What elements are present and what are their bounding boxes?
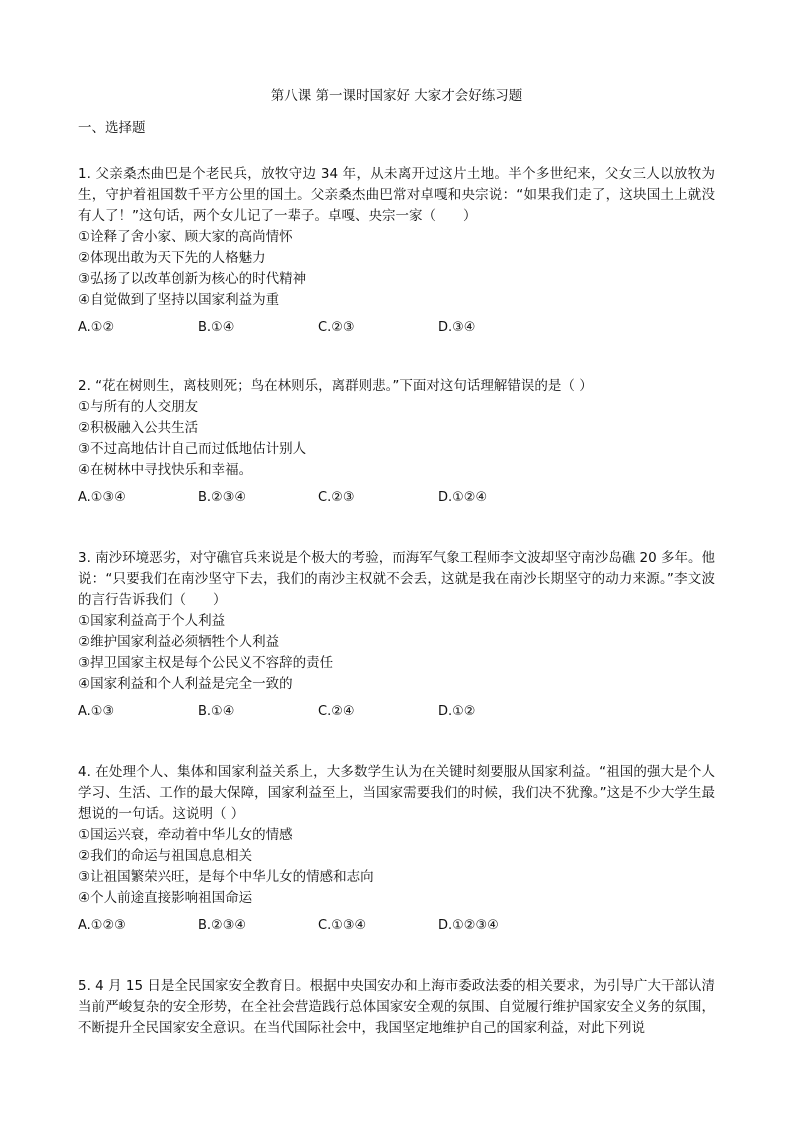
- question-2: [78, 376, 715, 508]
- question-stem: 2. “花在树则生，离枝则死；鸟在林则乐，离群则悲。”下面对这句话理解错误的是（ ）: [78, 378, 593, 394]
- choice-d[interactable]: D.①②③④: [438, 918, 499, 933]
- statement-option: ②我们的命运与祖国息息相关: [78, 848, 253, 864]
- statement-option: ③不过高地估计自己而过低地估计别人: [78, 441, 307, 457]
- answer-choices: [78, 915, 715, 936]
- choice-c[interactable]: C.①③④: [318, 918, 367, 933]
- question-stem: 4. 在处理个人、集体和国家利益关系上，大多数学生认为在关键时刻要服从国家利益。“祖国的强大是个人学习、生活、工作的最大保障，国家利益至上，当国家需要我们的时候，我们决不犹豫。”这是不少大学生最想说的一句话。这说明（ ）: [78, 764, 715, 822]
- statement-option: ④在树林中寻找快乐和幸福。: [78, 462, 253, 478]
- answer-choices: [78, 701, 715, 722]
- question-stem: 1. 父亲桑杰曲巴是个老民兵，放牧守边 34 年，从未离开过这片土地。半个多世纪来，父女三人以放牧为生，守护着祖国数千平方公里的国土。父亲桑杰曲巴常对卓嘎和央宗说：“如果我们走了，这块国土上就没有人了！”这句话，两个女儿记了一辈子。卓嘎、央宗一家（ ）: [78, 166, 715, 224]
- statement-option: ②积极融入公共生活: [78, 420, 199, 436]
- statement-option: ④国家利益和个人利益是完全一致的: [78, 676, 293, 692]
- question-3: [78, 548, 715, 722]
- answer-choices: [78, 317, 715, 338]
- choice-b[interactable]: B.①④: [198, 704, 235, 719]
- choice-a[interactable]: A.①③④: [78, 490, 126, 505]
- choice-d[interactable]: D.①②: [438, 704, 476, 719]
- question-1: [78, 164, 715, 338]
- statement-option: ①国运兴衰，牵动着中华儿女的情感: [78, 827, 293, 843]
- choice-c[interactable]: C.②④: [318, 704, 355, 719]
- statement-option: ②维护国家利益必须牺牲个人利益: [78, 634, 280, 650]
- choice-c[interactable]: C.②③: [318, 320, 355, 335]
- choice-d[interactable]: D.①②④: [438, 490, 488, 505]
- question-5: [78, 976, 715, 1039]
- choice-d[interactable]: D.③④: [438, 320, 476, 335]
- statement-option: ①与所有的人交朋友: [78, 399, 199, 415]
- document-title: 第八课 第一课时国家好 大家才会好练习题: [270, 88, 523, 104]
- choice-a[interactable]: A.①②: [78, 320, 115, 335]
- statement-option: ③弘扬了以改革创新为核心的时代精神: [78, 271, 307, 287]
- statement-option: ①诠释了舍小家、顾大家的高尚情怀: [78, 229, 293, 245]
- answer-choices: [78, 487, 715, 508]
- choice-b[interactable]: B.②③④: [198, 918, 247, 933]
- question-stem: 3. 南沙环境恶劣，对守礁官兵来说是个极大的考验，而海军气象工程师李文波却坚守南沙岛礁 20 多年。他说：“只要我们在南沙坚守下去，我们的南沙主权就不会丢，这就是我在南沙长期坚守的动力来源。”李文波的言行告诉我们（ ）: [78, 550, 715, 608]
- statement-option: ②体现出敢为天下先的人格魅力: [78, 250, 266, 266]
- choice-a[interactable]: A.①③: [78, 704, 115, 719]
- statement-option: ①国家利益高于个人利益: [78, 613, 226, 629]
- statement-option: ③让祖国繁荣兴旺，是每个中华儿女的情感和志向: [78, 869, 374, 885]
- choice-c[interactable]: C.②③: [318, 490, 355, 505]
- statement-option: ④自觉做到了坚持以国家利益为重: [78, 292, 280, 308]
- section-heading: 一、选择题: [78, 120, 146, 136]
- choice-b[interactable]: B.①④: [198, 320, 235, 335]
- choice-a[interactable]: A.①②③: [78, 918, 126, 933]
- question-4: [78, 762, 715, 936]
- question-stem: 5. 4 月 15 日是全民国家安全教育日。根据中央国安办和上海市委政法委的相关要求，为引导广大干部认清当前严峻复杂的安全形势，在全社会营造践行总体国家安全观的氛围、自觉履行维护国家安全义务的氛围，不断提升全民国家安全意识。在当代国际社会中，我国坚定地维护自己的国家利益，对此下列说: [78, 978, 715, 1036]
- statement-option: ③捍卫国家主权是每个公民义不容辞的责任: [78, 655, 334, 671]
- statement-option: ④个人前途直接影响祖国命运: [78, 890, 253, 906]
- choice-b[interactable]: B.②③④: [198, 490, 247, 505]
